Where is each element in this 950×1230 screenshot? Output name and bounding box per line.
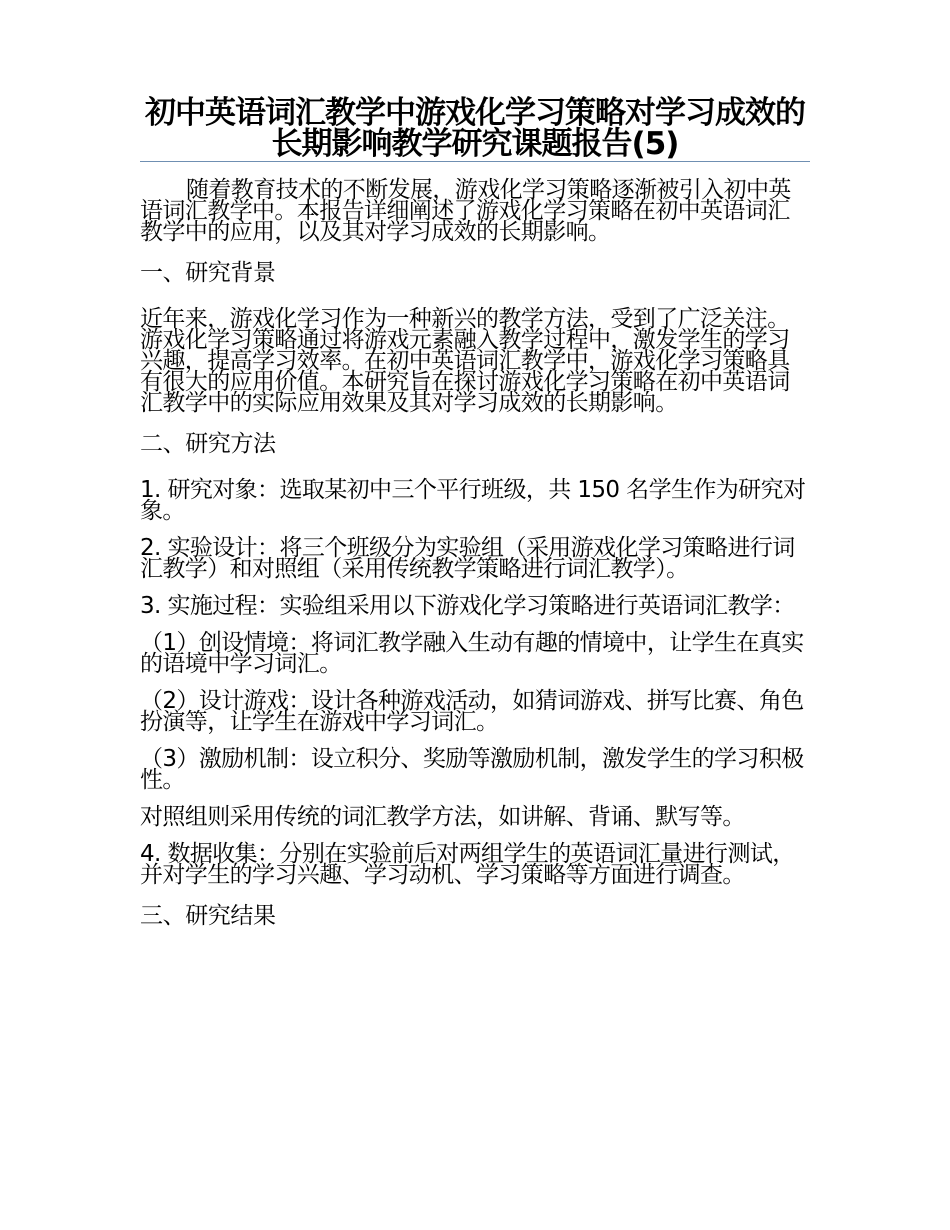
methods-item-process: 3. 实施过程：实验组采用以下游戏化学习策略进行英语词汇教学： xyxy=(140,593,795,619)
document-body xyxy=(140,177,810,952)
section-heading-methods: 二、研究方法 xyxy=(140,431,276,457)
methods-item-data: 4. 数据收集：分别在实验前后对两组学生的英语词汇量进行测试，并对学生的学习兴趣、学习动机、学习策略等方面进行调查。 xyxy=(140,841,795,888)
page-title: 初中英语词汇教学中游戏化学习策略对学习成效的长期影响教学研究课题报告(5) xyxy=(145,95,805,162)
section-heading-results: 三、研究结果 xyxy=(140,903,276,929)
section-heading-background: 一、研究背景 xyxy=(140,260,276,286)
intro-paragraph: 随着教育技术的不断发展，游戏化学习策略逐渐被引入初中英语词汇教学中。本报告详细阐述了游戏化学习策略在初中英语词汇教学中的应用，以及其对学习成效的长期影响。 xyxy=(140,177,791,245)
background-paragraph: 近年来，游戏化学习作为一种新兴的教学方法，受到了广泛关注。游戏化学习策略通过将游戏元素融入教学过程中，激发学生的学习兴趣，提高学习效率。在初中英语词汇教学中，游戏化学习策略具有很大的应用价值。本研究旨在探讨游戏化学习策略在初中英语词汇教学中的实际应用效果及其对学习成效的长期影响。 xyxy=(140,306,790,416)
methods-item-subjects: 1. 研究对象：选取某初中三个平行班级，共 150 名学生作为研究对象。 xyxy=(140,477,806,524)
title-underline xyxy=(140,161,810,162)
methods-subitem-incentives: （3）激励机制：设立积分、奖励等激励机制，激发学生的学习积极性。 xyxy=(140,746,804,793)
methods-subitem-games: （2）设计游戏：设计各种游戏活动，如猜词游戏、拼写比赛、角色扮演等，让学生在游戏中学习词汇。 xyxy=(140,688,804,735)
methods-subitem-context: （1）创设情境：将词汇教学融入生动有趣的情境中，让学生在真实的语境中学习词汇。 xyxy=(140,630,804,677)
methods-item-design: 2. 实验设计：将三个班级分为实验组（采用游戏化学习策略进行词汇教学）和对照组（采用传统教学策略进行词汇教学）。 xyxy=(140,535,795,582)
methods-control-group: 对照组则采用传统的词汇教学方法，如讲解、背诵、默写等。 xyxy=(140,804,745,830)
